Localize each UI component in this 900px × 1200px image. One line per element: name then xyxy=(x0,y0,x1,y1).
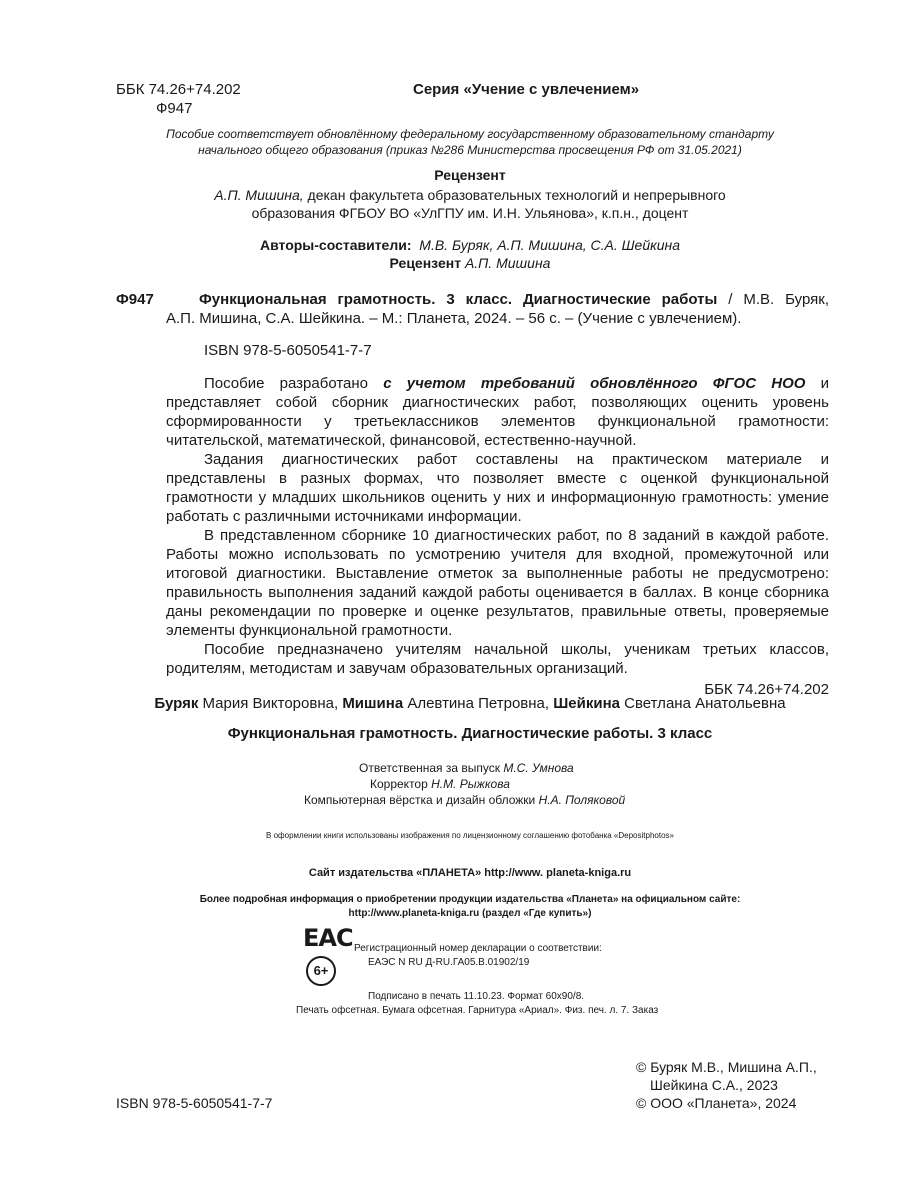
bbk-code: ББК 74.26+74.202 xyxy=(116,81,241,98)
reviewer-label: Рецензент xyxy=(389,255,462,271)
print-info xyxy=(296,990,676,1018)
eac-logo-icon: ЕАС xyxy=(303,924,353,952)
copyright-line3: © ООО «Планета», 2024 xyxy=(636,1095,797,1111)
purchase-info xyxy=(100,893,840,921)
fgos-note-line1: Пособие соответствует обновлённому федеральному государственному образовательному стандарту xyxy=(166,127,774,141)
catalog-entry xyxy=(199,290,829,309)
annotation-bbk: ББК 74.26+74.202 xyxy=(704,681,829,698)
author3-name: Светлана Анатольевна xyxy=(620,695,786,712)
series-title: Серия «Учение с увлечением» xyxy=(413,81,640,98)
catalog-rest: / М.В. Буряк, xyxy=(717,291,829,308)
catalog-title: Функциональная грамотность. 3 класс. Диагностические работы xyxy=(199,291,718,308)
annotation-paragraph-1 xyxy=(166,374,829,450)
catalog-isbn: ISBN 978-5-6050541-7-7 xyxy=(204,342,372,359)
annotation-paragraph-2: Задания диагностических работ составлены на практическом материале и представлены в разных формах, что позволяет вместе с оценкой функциональной грамотности у младших школьников оценить у них и информационную грамотность: умение работать с различными источниками информации. xyxy=(166,451,829,525)
annotation-paragraph-3: В представленном сборнике 10 диагностических работ, по 8 заданий в каждой работе. Работы можно использовать по усмотрению учителя для входной, промежуточной или итоговой диагностики. Выставление отметок за выполненные работы не предусмотрено: правильность выполнения заданий каждой работы оценивается в баллах. В конце сборника даны рекомендации по проверке и оценке результатов, правильные ответы, проверяемые элементы функциональной грамотности. xyxy=(166,527,829,639)
registration-info xyxy=(354,942,602,970)
annotation-p1-start: Пособие разработано xyxy=(204,375,384,392)
credits xyxy=(304,760,724,808)
footer-isbn: ISBN 978-5-6050541-7-7 xyxy=(116,1095,273,1111)
reviewer-short-name: А.П. Мишина xyxy=(464,255,551,271)
authors-names: М.В. Буряк, А.П. Мишина, С.А. Шейкина xyxy=(419,237,681,253)
credit2-label: Корректор xyxy=(370,777,432,791)
purchase-line2: http://www.planeta-kniga.ru (раздел «Где купить») xyxy=(348,908,592,919)
fgos-note xyxy=(100,126,840,158)
registration-label: Регистрационный номер декларации о соответствии: xyxy=(354,943,602,954)
authors-full xyxy=(100,694,840,713)
author2-surname: Мишина xyxy=(342,695,404,712)
credit1-name: М.С. Умнова xyxy=(503,761,574,775)
reviewer-description xyxy=(100,186,840,222)
credit1-label: Ответственная за выпуск xyxy=(359,761,504,775)
reviewer-name: А.П. Мишина, xyxy=(214,187,304,203)
reviewer-desc-line1: декан факультета образовательных технологий и непрерывного xyxy=(303,187,726,203)
print-info-line2: Печать офсетная. Бумага офсетная. Гарнитура «Ариал». Физ. печ. л. 7. Заказ xyxy=(296,1005,659,1016)
catalog-line2: А.П. Мишина, С.А. Шейкина. – М.: Планета, 2024. – 56 с. – (Учение с увлечением). xyxy=(166,310,742,327)
credit3-label: Компьютерная вёрстка и дизайн обложки xyxy=(304,793,539,807)
author3-surname: Шейкина xyxy=(553,695,620,712)
author1-surname: Буряк xyxy=(154,695,199,712)
fgos-note-line2: начального общего образования (приказ №286 Министерства просвещения РФ от 31.05.2021) xyxy=(198,143,742,157)
author1-name: Мария Викторовна, xyxy=(198,695,343,712)
author-code: Ф947 xyxy=(156,100,193,117)
print-info-line1: Подписано в печать 11.10.23. Формат 60х90/8. xyxy=(368,991,585,1002)
annotation-paragraph-4: Пособие предназначено учителям начальной школы, ученикам третьих классов, родителям, методистам и завучам образовательных организаций. xyxy=(166,641,829,677)
publisher-site: Сайт издательства «ПЛАНЕТА» http://www. planeta-kniga.ru xyxy=(308,867,632,879)
registration-number: ЕАЭС N RU Д-RU.ГА05.В.01902/19 xyxy=(368,957,530,968)
authors-compilers xyxy=(100,236,840,272)
authors-label: Авторы-составители: xyxy=(259,237,412,253)
book-title: Функциональная грамотность. Диагностические работы. 3 класс xyxy=(227,725,713,742)
catalog-code: Ф947 xyxy=(116,291,154,308)
credit3-name: Н.А. Поляковой xyxy=(538,793,626,807)
copyright-line1: © Буряк М.В., Мишина А.П., xyxy=(636,1059,817,1075)
reviewer-heading: Рецензент xyxy=(434,167,506,183)
reviewer-desc-line2: образования ФГБОУ ВО «УлГПУ им. И.Н. Ульянова», к.п.н., доцент xyxy=(251,205,689,221)
copyright-line2: Шейкина С.А., 2023 xyxy=(650,1077,778,1093)
annotation-p1-emphasis: с учетом требований обновлённого ФГОС НОО xyxy=(383,375,806,392)
annotation xyxy=(166,374,829,699)
credit2-name: Н.М. Рыжкова xyxy=(431,777,510,791)
author2-name: Алевтина Петровна, xyxy=(403,695,554,712)
purchase-line1: Более подробная информация о приобретении продукции издательства «Планета» на официальном сайте: xyxy=(199,894,741,905)
copyright xyxy=(636,1058,817,1112)
images-note: В оформлении книги использованы изображения по лицензионному соглашению фотобанка «Depositphotos» xyxy=(266,831,674,840)
age-rating-badge: 6+ xyxy=(306,956,336,986)
annotation-p1-end: и представляет собой сборник диагностических работ, позволяющих оценить уровень сформированности у третьеклассников элементов функциональной грамотности: читательской, математической, финансовой, естественно-научной. xyxy=(166,375,829,449)
